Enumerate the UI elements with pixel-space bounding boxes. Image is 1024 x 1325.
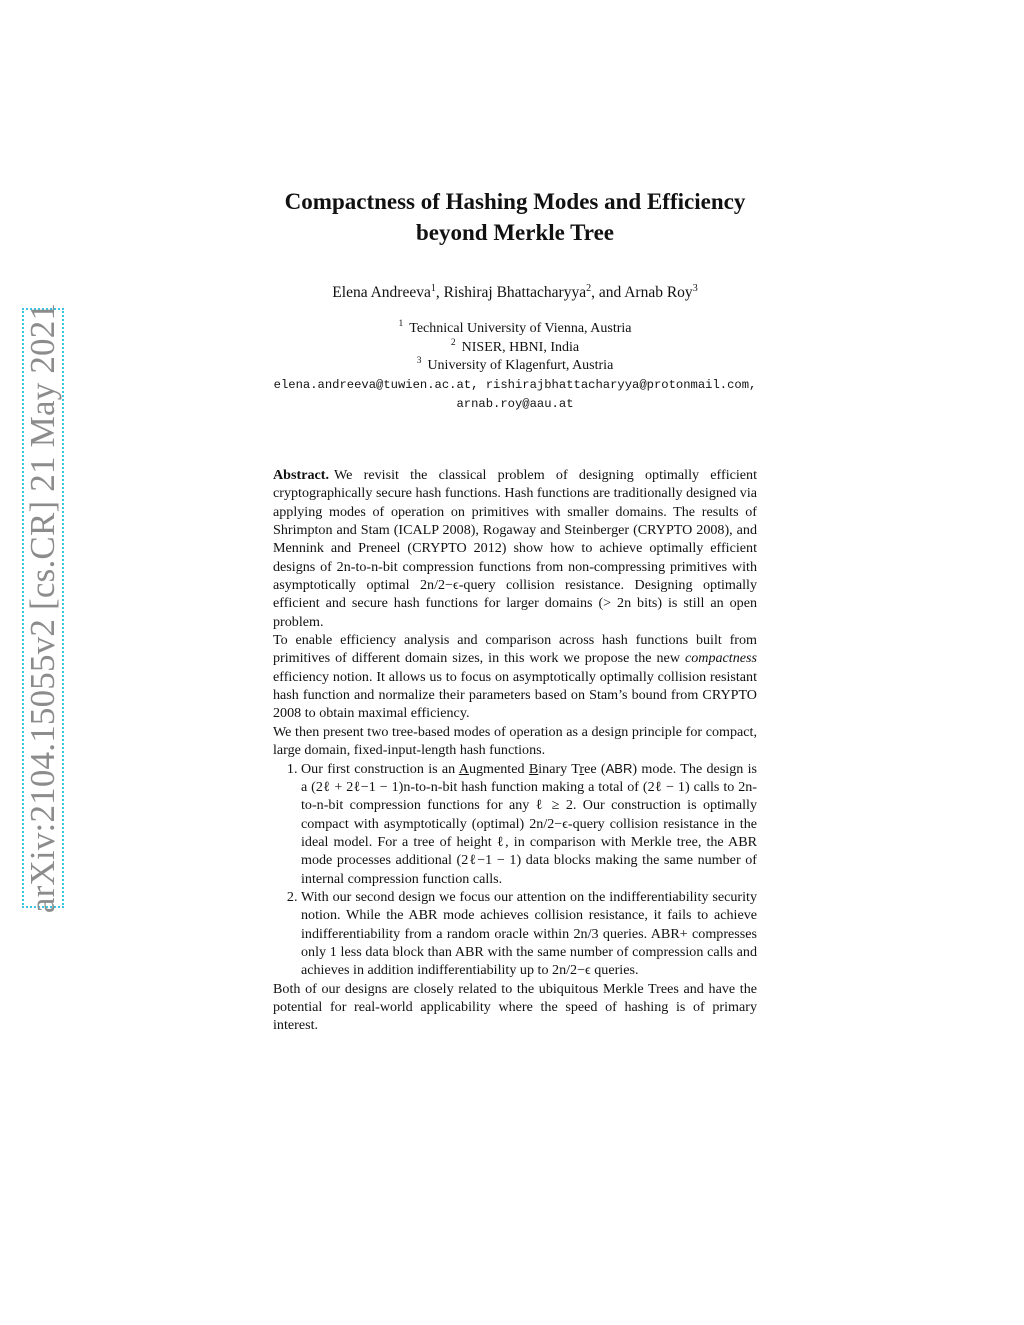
affiliation-mark: 1 bbox=[430, 282, 436, 294]
affiliation-number: 1 bbox=[398, 319, 404, 330]
author-name: Arnab Roy bbox=[624, 284, 693, 301]
abstract-paragraph-1 bbox=[273, 466, 757, 631]
acronym-word-rest: inary bbox=[538, 760, 568, 777]
abstract bbox=[273, 466, 757, 1035]
title-line-2: beyond Merkle Tree bbox=[415, 220, 615, 245]
acronym-letter: A bbox=[458, 760, 469, 777]
item-text: The design is a (2ℓ + 2ℓ−1 − 1)n-to-n-bit hash function making a total of (2ℓ − 1) calls to 2n-to-n-bit compression functions for any ℓ ≥ 2. Our construction is optimally compact with asymptotically (optimal) 2n/2−ϵ-query collision resistance in the ideal model. For a tree of height ℓ, in comparison with Merkle tree, the ABR mode processes additional (2ℓ−1 − 1) data blocks making the same number of internal compression function calls. bbox=[301, 760, 758, 887]
affiliation bbox=[200, 320, 830, 339]
affiliation-list bbox=[200, 320, 830, 376]
author-separator: , and bbox=[591, 284, 625, 301]
list-item: 2. With our second design we focus our attention on the indifferentiability security notion. While the ABR mode achieves collision resistance, it fails to achieve indifferentiability from a random oracle within 2n/3 queries. ABR+ compresses only 1 less data block than ABR with the same number of compression calls and achieves in addition indifferentiability up to 2n/2−ϵ queries. bbox=[301, 888, 757, 980]
item-text: mode. bbox=[641, 760, 677, 777]
abstract-label: Abstract. bbox=[273, 467, 329, 483]
affiliation bbox=[200, 339, 830, 358]
acronym-letter: r bbox=[579, 760, 585, 777]
author-emails bbox=[200, 376, 830, 414]
email-line-2: arnab.roy@aau.at bbox=[456, 397, 574, 411]
affiliation bbox=[200, 357, 830, 376]
affiliation-number: 2 bbox=[450, 337, 456, 348]
acronym-word-start: T bbox=[571, 760, 580, 777]
affiliation-text: University of Klagenfurt, Austria bbox=[427, 358, 614, 373]
acronym-letter: B bbox=[528, 760, 539, 777]
item-lead: Our first construction is an bbox=[301, 760, 456, 777]
title-line-1: Compactness of Hashing Modes and Efficiency bbox=[284, 189, 746, 214]
acronym-word-rest: ee bbox=[584, 760, 597, 777]
abstract-paragraph-2 bbox=[273, 631, 757, 723]
author-list bbox=[200, 284, 830, 302]
arxiv-stamp bbox=[22, 302, 64, 914]
abstract-paragraph-3: We then present two tree-based modes of operation as a design principle for compact, large domain, fixed-input-length hash functions. bbox=[273, 723, 757, 759]
author-separator: , bbox=[435, 284, 444, 301]
author-name: Rishiraj Bhattacharyya bbox=[443, 284, 587, 301]
affiliation-text: Technical University of Vienna, Austria bbox=[409, 321, 632, 336]
abstract-text: We revisit the classical problem of designing optimally efficient cryptographically secure hash functions. Hash functions are traditionally designed via applying modes of operation on primitives with smaller domains. The results of Shrimpton and Stam (ICALP 2008), Rogaway and Steinberger (CRYPTO 2008), and Mennink and Preneel (CRYPTO 2012) show how to achieve optimally efficient designs of 2n-to-n-bit compression functions from non-compressing primitives with asymptotically optimal 2n/2−ϵ-query collision resistance. Designing optimally efficient and secure hash functions for larger domains (> 2n bits) is still an open problem. bbox=[273, 467, 757, 630]
arxiv-identifier: arXiv:2104.15055v2 [cs.CR] 21 May 2021 bbox=[23, 302, 62, 914]
contribution-list bbox=[273, 760, 757, 980]
email-line-1: elena.andreeva@tuwien.ac.at, rishirajbhattacharyya@protonmail.com, bbox=[273, 378, 757, 392]
acronym-word-rest: ugmented bbox=[468, 760, 525, 777]
affiliation-mark: 2 bbox=[586, 282, 592, 294]
abstract-text: To enable efficiency analysis and comparison across hash functions built from primitives of different domain sizes, in this work we propose the new bbox=[273, 632, 757, 667]
mode-name: ABR bbox=[605, 760, 633, 776]
emphasis: compactness bbox=[684, 650, 757, 667]
affiliation-text: NISER, HBNI, India bbox=[461, 339, 580, 355]
paper-title bbox=[200, 186, 830, 248]
affiliation-mark: 3 bbox=[692, 282, 698, 294]
abstract-text: efficiency notion. It allows us to focus on asymptotically optimally collision resistant hash function and normalize their parameters based on Stam’s bound from CRYPTO 2008 to obtain maximal efficiency. bbox=[273, 668, 757, 722]
author-name: Elena Andreeva bbox=[332, 284, 431, 301]
list-item: 1. Our first construction is an Augmented Binary Tree (ABR) mode. The design is a (2ℓ + 2ℓ−1 − 1)n-to-n-bit hash function making a total of (2ℓ − 1) calls to 2n-to-n-bit compression functions for any ℓ ≥ 2. Our construction is optimally compact with asymptotically (optimal) 2n/2−ϵ-query collision resistance in the ideal model. For a tree of height ℓ, in comparison with Merkle tree, the ABR mode processes additional (2ℓ−1 − 1) data blocks making the same number of internal compression function calls. bbox=[301, 760, 757, 888]
abstract-paragraph-4: Both of our designs are closely related to the ubiquitous Merkle Trees and have the potential for real-world applicability where the speed of hashing is of primary interest. bbox=[273, 980, 757, 1034]
affiliation-number: 3 bbox=[416, 356, 422, 367]
